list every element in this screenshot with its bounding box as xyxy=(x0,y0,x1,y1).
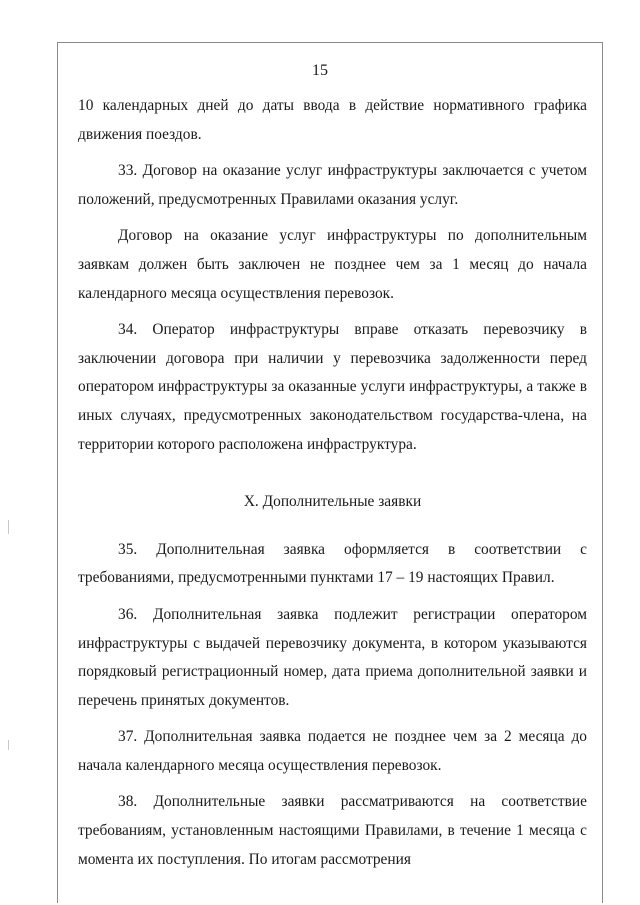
paragraph-34: 34. Оператор инфраструктуры вправе отказать перевозчику в заключении договора при наличии у перевозчика задолженности перед оператором инфраструктуры за оказанные услуги инфраструктуры, а также в иных случаях, предусмотренных законодательством государства-члена, на территории которого расположена инфраструктура. xyxy=(78,321,587,453)
paragraph-36: 36. Дополнительная заявка подлежит регистрации оператором инфраструктуры с выдачей перевозчику документа, в котором указываются порядковый регистрационный номер, дата приема дополнительной заявки и перечень принятых документов. xyxy=(78,605,587,709)
document-body xyxy=(78,92,587,882)
scan-mark xyxy=(8,520,9,534)
paragraph: Договор на оказание услуг инфраструктуры по дополнительным заявкам должен быть заключен не позднее чем за 1 месяц до начала календарного месяца осуществления перевозок. xyxy=(78,227,587,302)
paragraph: 10 календарных дней до даты ввода в действие нормативного графика движения поездов. xyxy=(78,97,587,143)
scan-mark xyxy=(8,740,9,750)
paragraph-38: 38. Дополнительные заявки рассматриваются на соответствие требованиям, установленным настоящими Правилами, в течение 1 месяца с момента их поступления. По итогам рассмотрения xyxy=(78,793,587,868)
paragraph-35: 35. Дополнительная заявка оформляется в соответствии с требованиями, предусмотренными пунктами 17 – 19 настоящих Правил. xyxy=(78,540,587,587)
paragraph-33: 33. Договор на оказание услуг инфраструктуры заключается с учетом положений, предусмотренных Правилами оказания услуг. xyxy=(78,162,587,208)
page-number: 15 xyxy=(312,62,328,79)
section-heading: X. Дополнительные заявки xyxy=(243,493,422,511)
paragraph-37: 37. Дополнительная заявка подается не позднее чем за 2 месяца до начала календарного месяца осуществления перевозок. xyxy=(78,728,587,774)
